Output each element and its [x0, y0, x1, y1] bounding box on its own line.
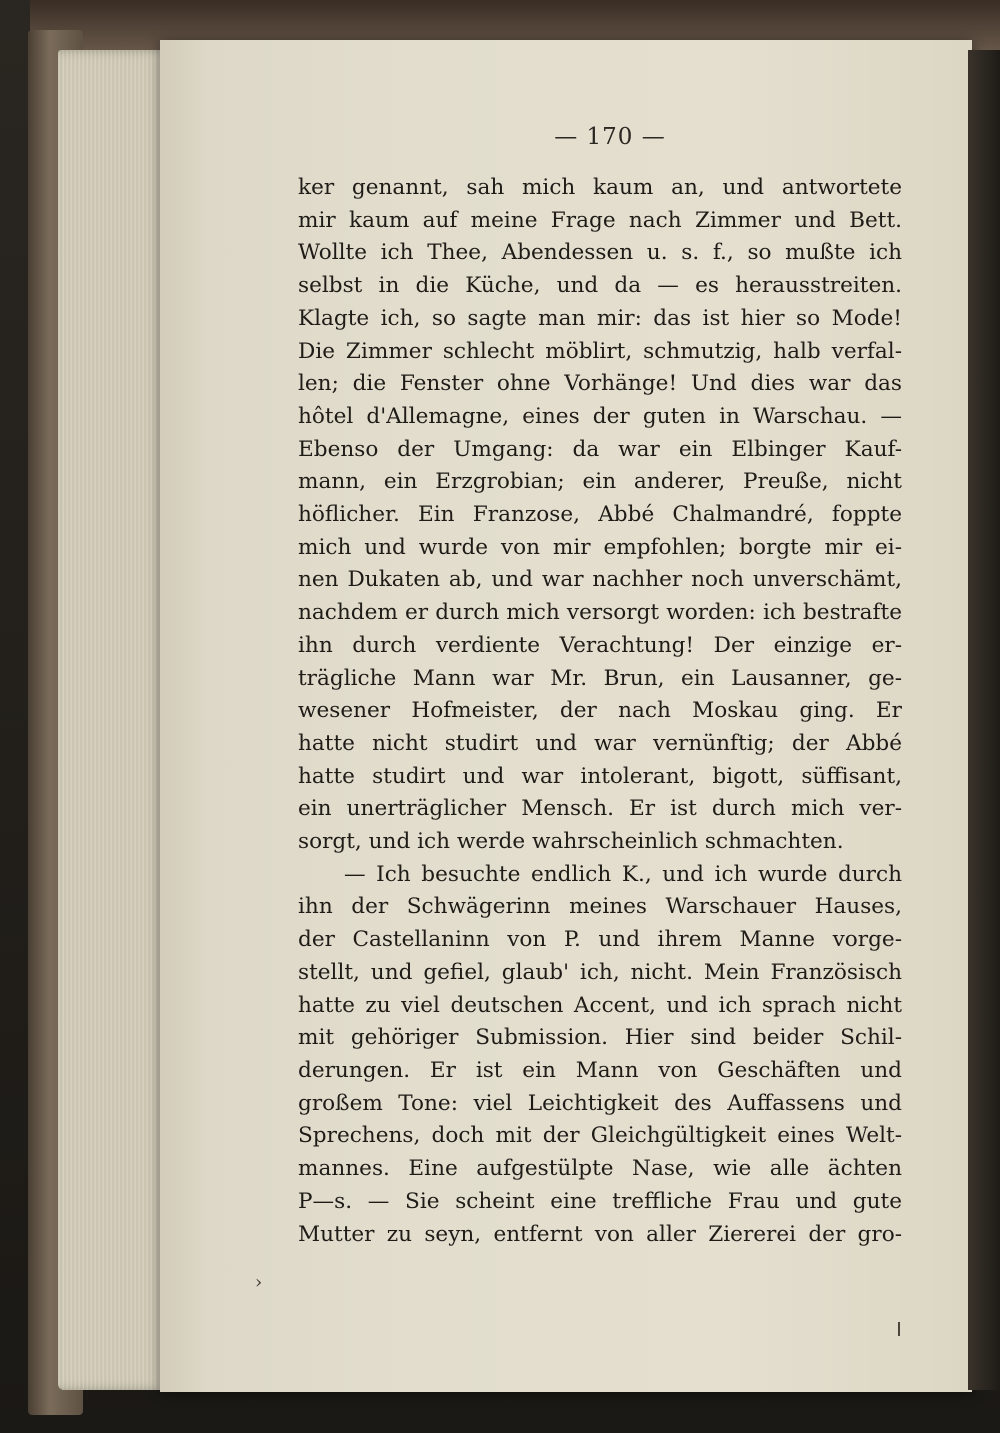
text-line: Die Zimmer schlecht möblirt, schmutzig, halb verfal- [298, 338, 902, 364]
text-line: hatte zu viel deutschen Accent, und ich sprach nicht [298, 992, 902, 1018]
text-line: nachdem er durch mich versorgt worden: ich bestrafte [298, 600, 902, 626]
text-line: mit gehöriger Submission. Hier sind beider Schil- [298, 1025, 902, 1051]
text-line: len; die Fenster ohne Vorhänge! Und dies war das [298, 371, 902, 397]
text-line: ihn durch verdiente Verachtung! Der einzige er- [298, 632, 902, 658]
text-line: derungen. Er ist ein Mann von Geschäften und [298, 1057, 902, 1083]
text-line: — Ich besuchte endlich K., und ich wurde durch [344, 861, 902, 887]
text-line: Mutter zu seyn, entfernt von aller Ziererei der gro- [298, 1221, 902, 1247]
text-line: wesener Hofmeister, der nach Moskau ging. Er [298, 698, 902, 724]
text-line: Wollte ich Thee, Abendessen u. s. f., so mußte ich [298, 240, 902, 266]
text-line: Klagte ich, so sagte man mir: das ist hier so Mode! [298, 305, 902, 331]
text-line: ihn der Schwägerinn meines Warschauer Hauses, [298, 894, 902, 920]
text-line: stellt, und gefiel, glaub' ich, nicht. Mein Französisch [298, 959, 902, 985]
text-line: sorgt, und ich werde wahrscheinlich schmachten. [298, 829, 844, 855]
margin-mark: › [255, 1272, 263, 1293]
text-line: ein unerträglicher Mensch. Er ist durch mich ver- [298, 796, 902, 822]
text-line: hatte nicht studirt und war vernünftig; der Abbé [298, 730, 902, 756]
text-line: ker genannt, sah mich kaum an, und antwortete [298, 175, 902, 200]
page-edges [58, 50, 170, 1390]
text-line: Sprechens, doch mit der Gleichgültigkeit eines Welt- [298, 1123, 902, 1149]
text-line: trägliche Mann war Mr. Brun, ein Lausanner, ge- [298, 665, 902, 691]
text-line: hôtel d'Allemagne, eines der guten in Warschau. — [298, 403, 902, 429]
text-line: der Castellaninn von P. und ihrem Manne vorge- [298, 927, 902, 953]
text-line: selbst in die Küche, und da — es herausstreiten. [298, 273, 902, 299]
text-line: hatte studirt und war intolerant, bigott, süffisant, [298, 763, 902, 789]
text-line: großem Tone: viel Leichtigkeit des Auffassens und [298, 1090, 902, 1116]
text-line: P—s. — Sie scheint eine treffliche Frau und gute [298, 1188, 902, 1214]
body-text [298, 172, 902, 1251]
text-line: mir kaum auf meine Frage nach Zimmer und Bett. [298, 207, 902, 233]
text-line: mann, ein Erzgrobian; ein anderer, Preuße, nicht [298, 469, 902, 495]
page-number: — 170 — [554, 124, 666, 150]
text-line: mich und wurde von mir empfohlen; borgte mir ei- [298, 534, 902, 560]
margin-tick [898, 1322, 900, 1336]
facing-page-edge [968, 50, 1000, 1390]
text-line: nen Dukaten ab, und war nachher noch unverschämt, [298, 567, 902, 593]
text-line: höflicher. Ein Franzose, Abbé Chalmandré, foppte [298, 502, 902, 528]
text-line: mannes. Eine aufgestülpte Nase, wie alle ächten [298, 1156, 902, 1182]
text-line: Ebenso der Umgang: da war ein Elbinger Kauf- [298, 436, 902, 462]
